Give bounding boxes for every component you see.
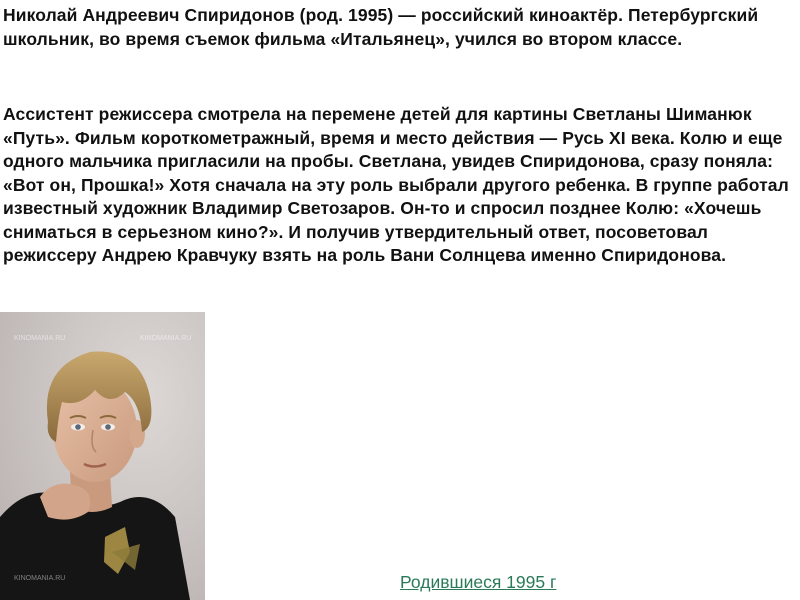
photo-watermark: KINOMANIA.RU <box>14 335 66 342</box>
photo-watermark: KINOMANIA.RU <box>140 335 192 342</box>
actor-photo <box>0 312 205 600</box>
category-link[interactable]: Родившиеся 1995 г <box>400 572 557 592</box>
article-story: Ассистент режиссера смотрела на перемене детей для картины Светланы Шиманюк «Путь». Фильм короткометражный, время и место действия — Русь XI века. Колю и еще одного мальчика пригласили на пробы. Светлана, увидев Спиридонова, сразу поняла: «Вот он, Прошка!» Хотя сначала на эту роль выбрали другого ребенка. В группе работал известный художник Владимир Светозаров. Он-то и спросил позднее Колю: «Хочешь сниматься в серьезном кино?». И получив утвердительный ответ, посоветовал режиссеру Андрею Кравчуку взять на роль Вани Солнцева именно Спиридонова. <box>3 104 789 265</box>
article-intro: Николай Андреевич Спиридонов (род. 1995) — российский киноактёр. Петербургский школьник, во время съемок фильма «Итальянец», учился во втором классе. <box>3 5 759 49</box>
photo-watermark: KINOMANIA.RU <box>14 575 66 582</box>
